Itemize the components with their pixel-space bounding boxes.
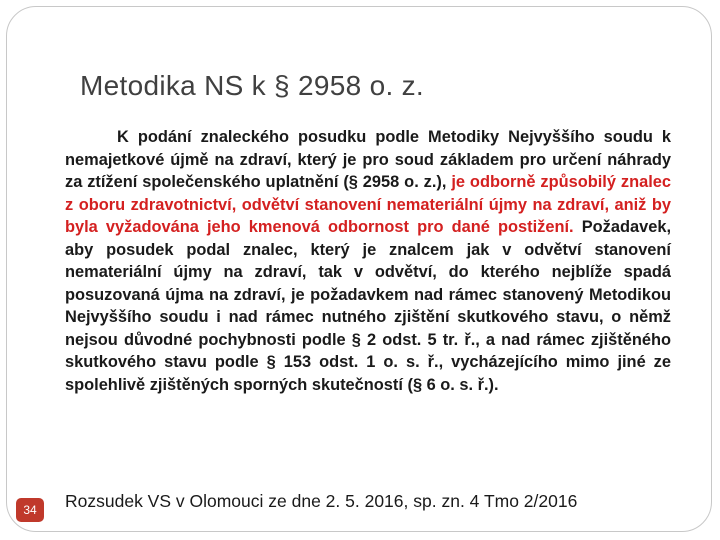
body-text-part-1: K podání znaleckého posudku podle Metodiky Nejvyššího soudu k nemajetkové újmě na zdraví, který je pro soud základem pro určení náhrady za ztížení společenského uplatnění (§ 2958 o. z.), [65,128,671,191]
body-text-highlight: je odborně způsobilý znalec z oboru zdravotnictví, odvětví stanovení nemateriální újmy na zdraví, aniž by byla vyžadována jeho kmenová odbornost pro dané postižení. [65,173,671,236]
page-number-badge: 34 [16,498,44,522]
source-citation: Rozsudek VS v Olomouci ze dne 2. 5. 2016, sp. zn. 4 Tmo 2/2016 [65,491,578,511]
slide-body [65,126,671,396]
body-text-part-3: Požadavek, aby posudek podal znalec, který je znalcem jak v odvětví stanovení nemateriální újmy na zdraví, tak v odvětví, do kterého nejblíže spadá posuzovaná újma na zdraví, je požadavkem nad rámec stanovený Metodikou Nejvyššího soudu i nad rámec nutného zjištění skutkového stavu, o němž nejsou důvodné pochybnosti podle § 2 odst. 5 tr. ř., a nad rámec zjištěného skutkového stavu podle § 153 odst. 1 o. s. ř., vycházejícího mimo jiné ze spolehlivě zjištěných sporných skutečností (§ 6 o. s. ř.). [65,218,671,394]
slide-title: Metodika NS k § 2958 o. z. [80,70,424,101]
